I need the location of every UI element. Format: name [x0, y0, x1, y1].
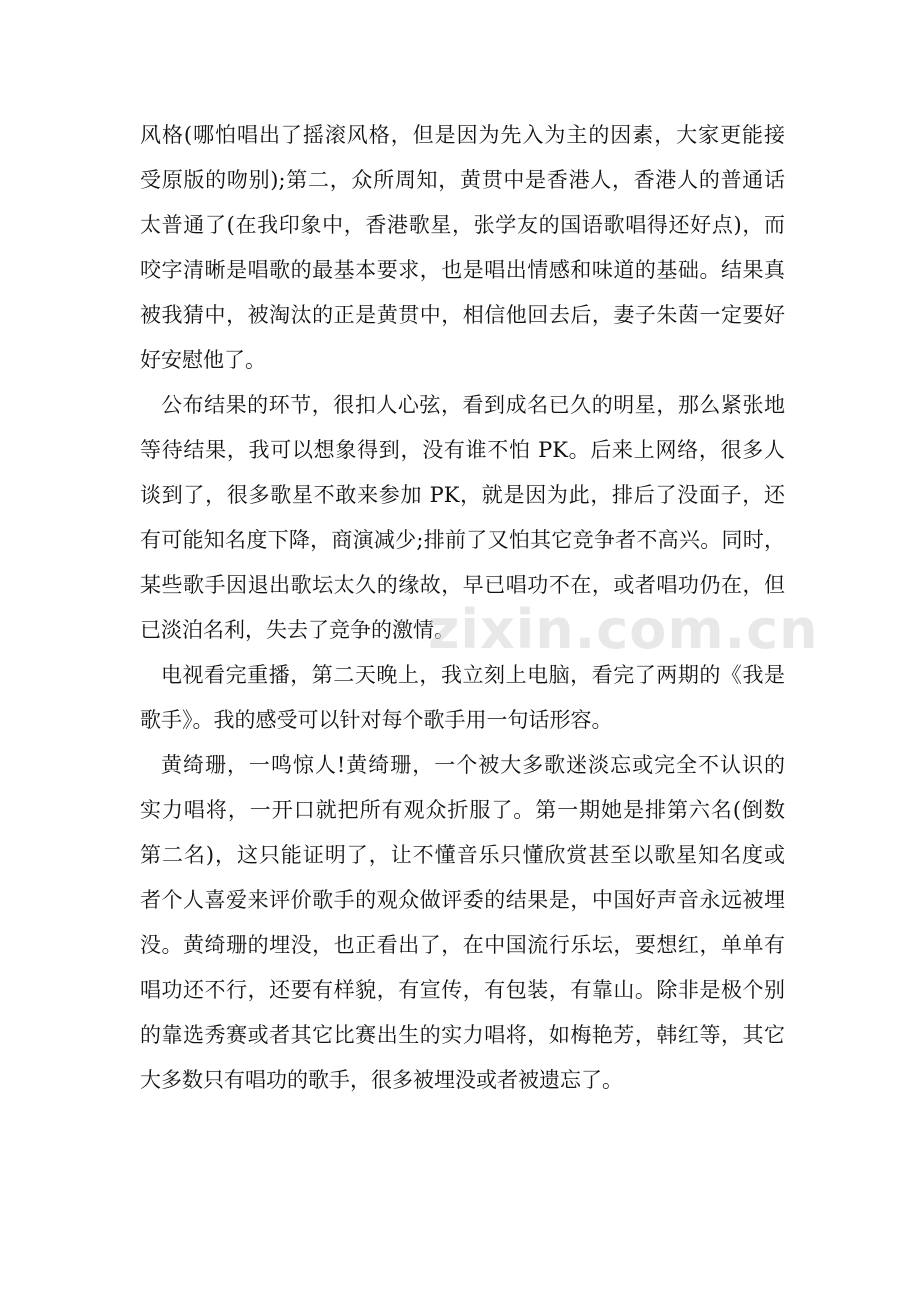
document-body	[140, 113, 785, 1103]
text-line: 电视看完重播，第二天晚上，我立刻上电脑，看完了两期的《我是	[161, 663, 785, 687]
text-line: 谈到了，很多歌星不敢来参加 PK，就是因为此，排后了没面子，还	[140, 483, 785, 507]
text-line: 黄绮珊，一鸣惊人!黄绮珊，一个被大多歌迷淡忘或完全不认识的	[161, 753, 785, 777]
text-line: 受原版的吻别);第二，众所周知，黄贯中是香港人，香港人的普通话	[140, 168, 785, 192]
text-line: 实力唱将，一开口就把所有观众折服了。第一期她是排第六名(倒数	[140, 798, 785, 822]
paragraph-1	[140, 113, 785, 383]
text-line: 的靠选秀赛或者其它比赛出生的实力唱将，如梅艳芳，韩红等，其它	[140, 1023, 785, 1047]
text-line: 某些歌手因退出歌坛太久的缘故，早已唱功不在，或者唱功仍在，但	[140, 573, 785, 597]
text-line: 已淡泊名利，失去了竞争的激情。	[140, 618, 455, 642]
watermark: zixin.com.cn	[428, 598, 819, 661]
text-line: 第二名)，这只能证明了，让不懂音乐只懂欣赏甚至以歌星知名度或	[140, 843, 785, 867]
text-line: 等待结果，我可以想象得到，没有谁不怕 PK。后来上网络，很多人	[140, 438, 785, 462]
paragraph-3	[140, 653, 785, 743]
text-line: 没。黄绮珊的埋没，也正看出了，在中国流行乐坛，要想红，单单有	[140, 933, 785, 957]
text-line: 者个人喜爱来评价歌手的观众做评委的结果是，中国好声音永远被埋	[140, 888, 785, 912]
text-line: 太普通了(在我印象中，香港歌星，张学友的国语歌唱得还好点)，而	[140, 213, 785, 237]
text-line: 咬字清晰是唱歌的最基本要求，也是唱出情感和味道的基础。结果真	[140, 258, 785, 282]
text-line: 被我猜中，被淘汰的正是黄贯中，相信他回去后，妻子朱茵一定要好	[140, 303, 785, 327]
text-line: 歌手》。我的感受可以针对每个歌手用一句话形容。	[140, 708, 613, 732]
paragraph-4	[140, 743, 785, 1103]
text-line: 有可能知名度下降，商演减少;排前了又怕其它竞争者不高兴。同时，	[140, 528, 785, 552]
text-line: 唱功还不行，还要有样貌，有宣传，有包装，有靠山。除非是极个别	[140, 978, 785, 1002]
text-line: 公布结果的环节，很扣人心弦，看到成名已久的明星，那么紧张地	[161, 393, 785, 417]
paragraph-2	[140, 383, 785, 653]
text-line: 大多数只有唱功的歌手，很多被埋没或者被遗忘了。	[140, 1068, 623, 1092]
text-line: 风格(哪怕唱出了摇滚风格，但是因为先入为主的因素，大家更能接	[140, 123, 785, 147]
text-line: 好安慰他了。	[140, 348, 266, 372]
